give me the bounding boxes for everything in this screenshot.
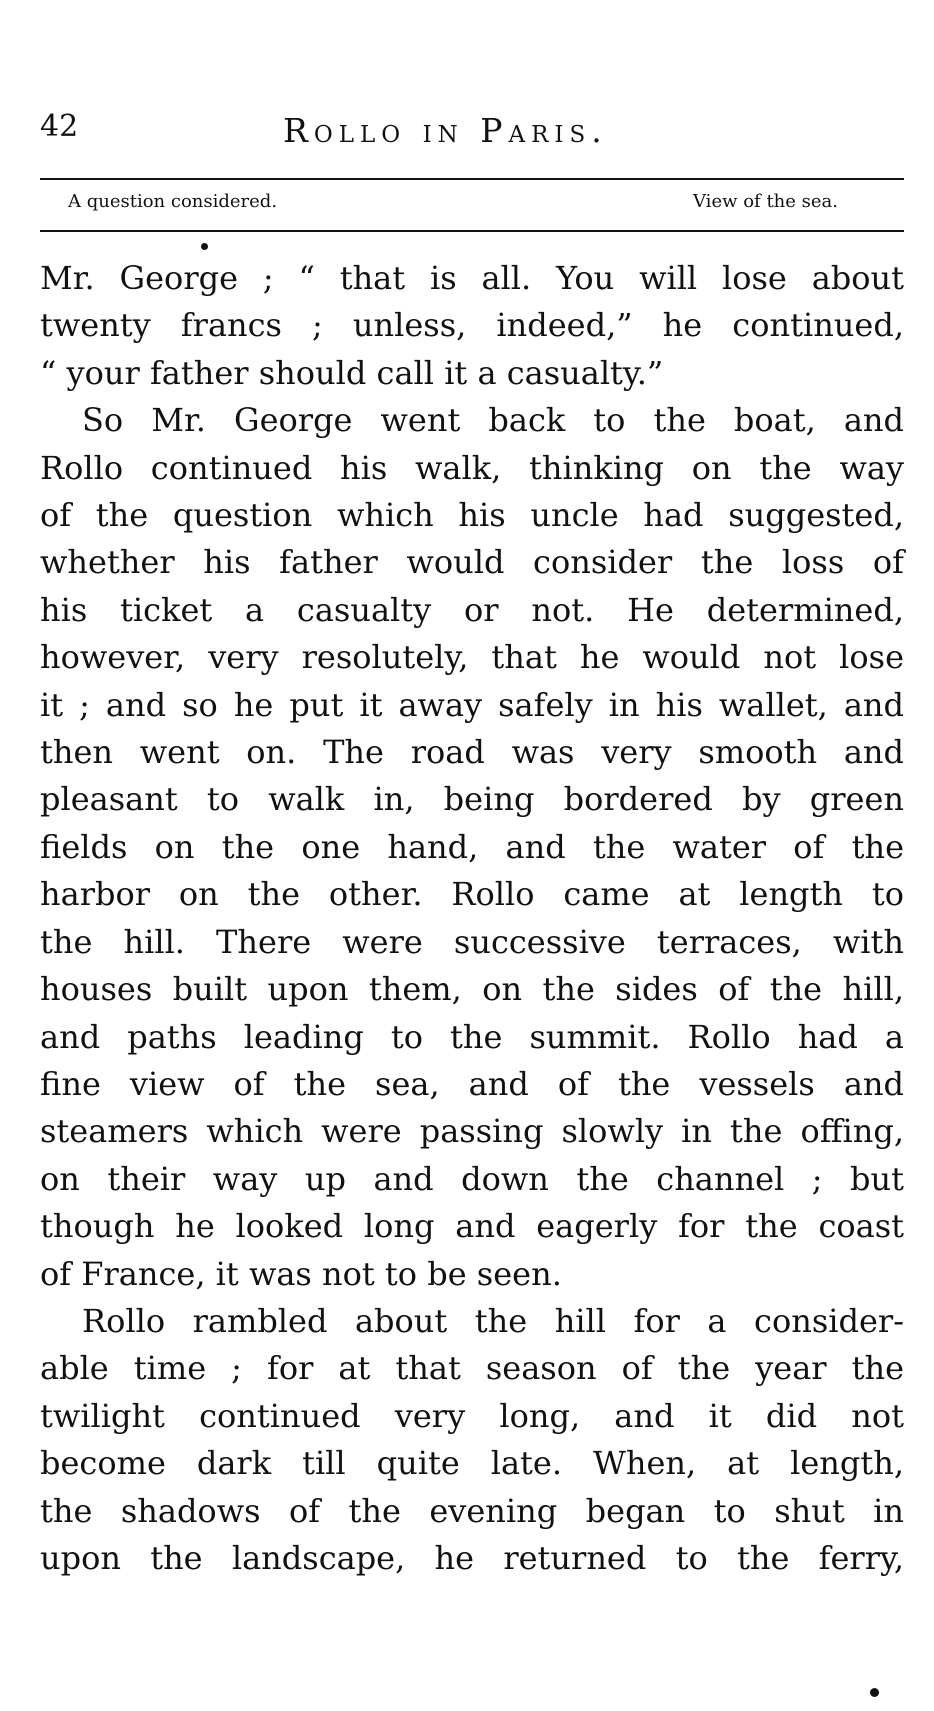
text-line: however, very resolutely, that he would not lose [40,638,904,677]
section-subhead-right: View of the sea. [693,191,838,212]
text-line: it ; and so he put it away safely in his wallet, and [40,685,904,724]
text-line: Rollo rambled about the hill for a consider- [82,1301,904,1340]
text-line: his ticket a casualty or not. He determined, [40,590,904,629]
text-line: fine view of the sea, and of the vessels and [40,1064,904,1103]
page-number: 42 [40,109,79,144]
text-line: Rollo continued his walk, thinking on the way [40,448,904,487]
text-line: though he looked long and eagerly for the coast [40,1207,904,1246]
text-line: houses built upon them, on the sides of the hill, [40,970,904,1009]
text-line: fields on the one hand, and the water of the [40,827,904,866]
text-line: twilight continued very long, and it did not [40,1396,904,1435]
text-line: upon the landscape, he returned to the ferry, [40,1538,904,1577]
text-line: steamers which were passing slowly in the offing, [40,1112,904,1151]
text-line: become dark till quite late. When, at length, [40,1444,904,1483]
text-line: of France, it was not to be seen. [40,1254,562,1293]
text-line: the hill. There were successive terraces, with [40,922,904,961]
text-line: whether his father would consider the loss of [40,543,904,582]
text-line: of the question which his uncle had suggested, [40,496,904,535]
header-rule-top [40,178,904,180]
text-line: able time ; for at that season of the year the [40,1349,904,1388]
text-line: the shadows of the evening began to shut in [40,1491,904,1530]
text-line: then went on. The road was very smooth and [40,733,904,772]
print-speck-mark [201,243,208,250]
print-speck-mark [870,1688,879,1697]
running-title: Rollo in Paris. [283,111,608,150]
text-line: on their way up and down the channel ; but [40,1159,904,1198]
header-rule-bottom [40,230,904,232]
body-text [40,255,904,1582]
text-line: twenty francs ; unless, indeed,” he continued, [40,306,904,345]
text-line: pleasant to walk in, being bordered by green [40,780,904,819]
text-line: “ your father should call it a casualty.” [40,353,664,392]
text-line: and paths leading to the summit. Rollo had a [40,1017,904,1056]
text-line: So Mr. George went back to the boat, and [82,401,904,440]
text-line: Mr. George ; “ that is all. You will lose about [40,259,904,297]
section-subhead-left: A question considered. [68,191,278,212]
text-line: harbor on the other. Rollo came at length to [40,875,904,914]
